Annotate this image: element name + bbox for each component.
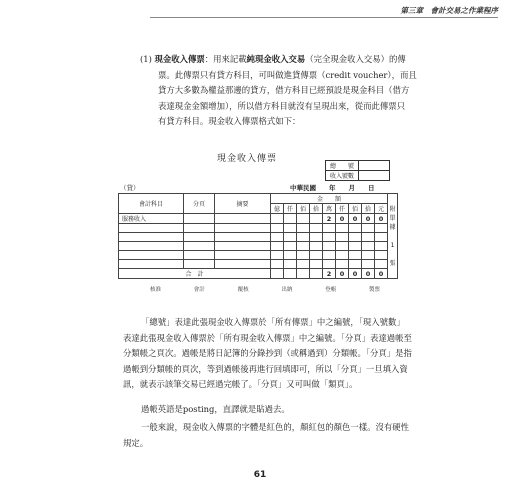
intro-line-3: 貸方大多數為權益那邊的貸方，借方科目已經預設是現金科目（借方 [158, 85, 410, 95]
signature-posting: 登帳 [325, 287, 337, 293]
digit-header: 佰 [297, 204, 310, 214]
running-header: 第三章 會計交易之作業程序 [400, 6, 498, 15]
table-row [119, 242, 398, 251]
intro-paragraph [140, 52, 417, 130]
digit-header: 仟 [336, 204, 349, 214]
col-subaccount: 分頁 [184, 194, 215, 214]
total-number-value [359, 161, 390, 171]
signature-accounting: 會計 [193, 287, 205, 293]
receipt-number-label: 收入號數 [326, 171, 359, 181]
attachment-note: 附 單 據 1 張 [388, 194, 398, 279]
receipt-number-value [359, 171, 390, 181]
table-row [119, 260, 398, 269]
credit-side-label: （貸） [120, 184, 140, 192]
col-amount: 金 額 [271, 194, 388, 204]
posting-note: 過帳英語是posting，直譯就是貼過去。 [141, 404, 290, 414]
total-number-label: 總 號 [326, 161, 359, 171]
table-row [119, 224, 398, 233]
digit-header: 仟 [284, 204, 297, 214]
voucher-number-box [325, 160, 390, 181]
voucher-title: 現金收入傳票 [217, 154, 278, 164]
total-label: 合 計 [119, 269, 271, 279]
digit-header: 佰 [349, 204, 362, 214]
table-row [119, 251, 398, 260]
col-account: 會計科目 [119, 194, 184, 214]
color-note: 一般來說，現金收入傳票的字體是紅色的，顏紅包的顏色一樣。沒有硬性 規定。 [123, 422, 409, 448]
intro-line-5: 有貸方科目。現金收入傳票格式如下： [158, 116, 301, 126]
intro-line-2: 票。此傳票只有貸方科目，可叫做進貸傳票（credit voucher），而且 [158, 69, 417, 80]
digit-header: 億 [271, 204, 284, 214]
signature-row [150, 285, 380, 293]
intro-line-4: 表達現金金額增加），所以借方科目就沒有呈現出來，從而此傳票只 [158, 100, 406, 111]
digit-header: 拾 [362, 204, 375, 214]
explanation-paragraph: 「總號」表達此張現金收入傳票於「所有傳票」中之編號，「現入號數」 表達此張現金收入傳票於「所有現金收入傳票」中之編號。「分頁」表達過帳至 分類帳之頁次。過帳是將日記簿的分錄抄到（或稱過到）分類帳。「分頁」是指 過帳到分類帳的頁次，等到過帳後再進行回填即可，所以「分頁」一旦填入資 訊，就表示該筆交易已經過完帳了。「分頁」又可叫做「類頁」。 [123, 317, 412, 389]
intro-line-1: (1) 現金收入傳票：用來記載純現金收入交易（完全現金收入交易）的傳 [140, 54, 406, 64]
signature-preparer: 製票 [368, 287, 380, 293]
signature-approve: 核准 [150, 287, 162, 293]
table-row [119, 233, 398, 242]
voucher-table: 會計科目 分頁 摘要 金 額 附 單 據 1 張 億 仟 佰 拾 萬 仟 佰 拾 元 服務收入 2 0 0 0 0 合 計 2 0 0 0 0 [118, 193, 398, 279]
digit-header: 元 [375, 204, 388, 214]
digit-header: 萬 [323, 204, 336, 214]
row1-account: 服務收入 [119, 214, 184, 224]
signature-cashier: 出納 [281, 287, 293, 293]
signature-review: 覆核 [237, 287, 249, 293]
col-description: 摘要 [215, 194, 271, 214]
page-number: 61 [253, 470, 267, 480]
digit-header: 拾 [310, 204, 323, 214]
header-divider [150, 17, 498, 18]
voucher-date: 中華民國 年 月 日 [290, 184, 375, 192]
